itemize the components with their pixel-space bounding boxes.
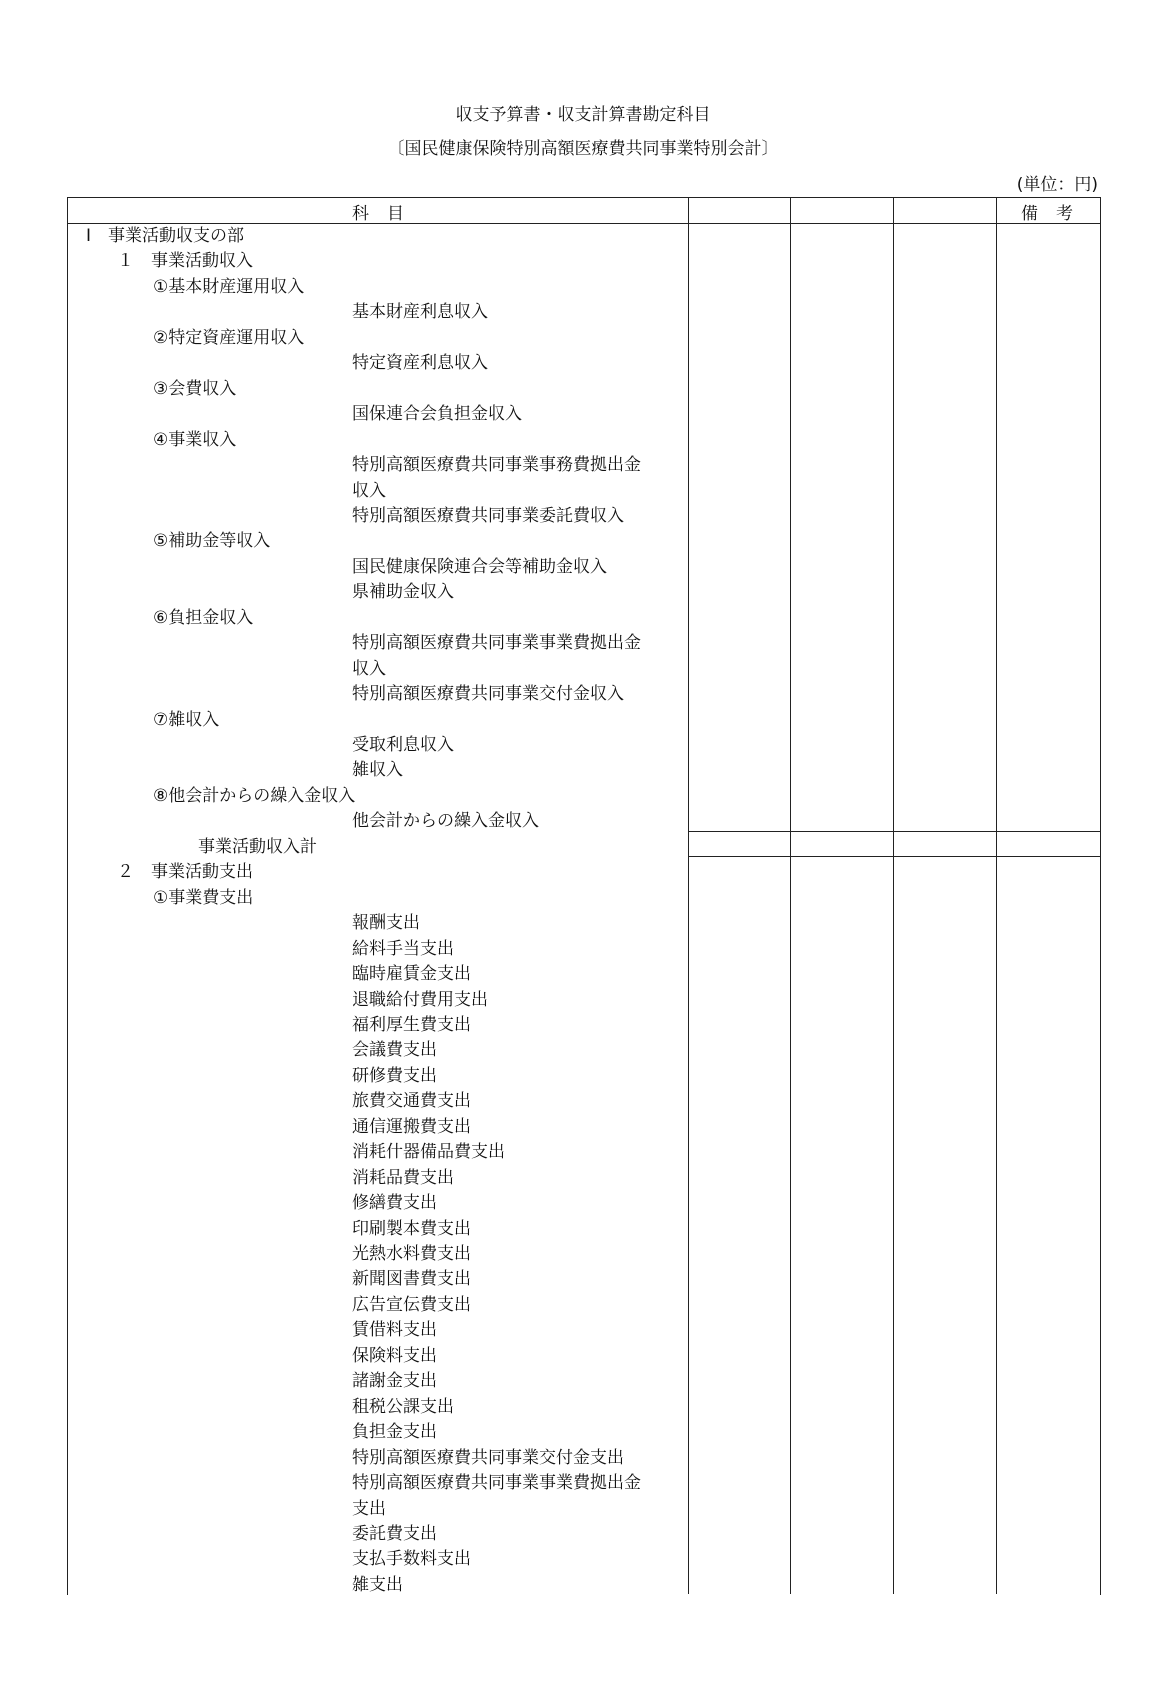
table-row: 租税公課支出: [352, 1396, 454, 1417]
table-row: ①基本財産運用収入: [153, 276, 305, 297]
table-row: 賃借料支出: [352, 1320, 437, 1341]
header-subject: 科目: [352, 204, 422, 224]
table-row: 保険料支出: [352, 1345, 437, 1366]
table-row: 県補助金収入: [352, 582, 454, 603]
table-row: 特別高額医療費共同事業事業費拠出金: [352, 633, 641, 654]
table-row: ⑥負担金収入: [153, 607, 254, 628]
table-row: 報酬支出: [352, 913, 420, 934]
table-row: 雑支出: [352, 1574, 403, 1595]
column-divider-remarks: [996, 197, 997, 1594]
table-row: 会議費支出: [352, 1040, 437, 1061]
document-subtitle: 〔国民健康保険特別高額医療費共同事業特別会計〕: [387, 139, 779, 159]
table-row: 受取利息収入: [352, 735, 454, 755]
header-remarks: 備考: [1021, 204, 1091, 224]
table-row: 新聞図書費支出: [352, 1269, 471, 1290]
table-row: １ 事業活動収入: [117, 251, 253, 272]
table-row: 通信運搬費支出: [352, 1116, 471, 1137]
header-divider: [67, 223, 1100, 224]
table-row: 事業活動収入計: [198, 836, 317, 857]
table-row: ③会費収入: [153, 378, 237, 399]
table-row: 研修費支出: [352, 1065, 437, 1086]
table-row: 修繕費支出: [352, 1193, 437, 1214]
table-row: ②特定資産運用収入: [153, 327, 305, 348]
document-title: 収支予算書・収支計算書勘定科目: [455, 105, 711, 125]
table-row: Ⅰ 事業活動収支の部: [86, 226, 245, 246]
table-row: 特別高額医療費共同事業事業費拠出金: [352, 1473, 641, 1494]
table-row: ⑤補助金等収入: [153, 531, 271, 552]
table-row: 雑収入: [352, 760, 403, 781]
subtotal-bottom-line: [688, 856, 1100, 857]
table-row: 諸謝金支出: [352, 1371, 437, 1392]
table-row: 福利厚生費支出: [352, 1014, 471, 1035]
table-row: 特別高額医療費共同事業交付金収入: [352, 684, 624, 705]
table-row: 支出: [352, 1498, 386, 1519]
column-divider-subject: [688, 197, 689, 1594]
table-row: 特別高額医療費共同事業委託費収入: [352, 505, 624, 526]
table-row: ⑧他会計からの繰入金収入: [153, 785, 356, 806]
table-row: 基本財産利息収入: [352, 302, 488, 323]
table-row: 委託費支出: [352, 1523, 437, 1544]
table-row: 旅費交通費支出: [352, 1091, 471, 1112]
subtotal-top-line: [688, 831, 1100, 832]
table-row: ④事業収入: [153, 429, 237, 450]
table-row: 給料手当支出: [352, 938, 454, 959]
column-divider-3: [893, 197, 894, 1594]
table-row: 退職給付費用支出: [352, 989, 488, 1010]
table-row: 消耗品費支出: [352, 1167, 454, 1188]
table-row: 支払手数料支出: [352, 1549, 471, 1570]
table-row: 特定資産利息収入: [352, 353, 488, 374]
table-row: 国保連合会負担金収入: [352, 404, 522, 425]
table-row: 消耗什器備品費支出: [352, 1142, 505, 1163]
table-row: 国民健康保険連合会等補助金収入: [352, 556, 607, 577]
table-row: 他会計からの繰入金収入: [352, 811, 539, 832]
table-row: 印刷製本費支出: [352, 1218, 471, 1239]
table-row: 特別高額医療費共同事業交付金支出: [352, 1447, 624, 1468]
table-row: ①事業費支出: [153, 887, 254, 908]
table-row: 特別高額医療費共同事業事務費拠出金: [352, 455, 641, 476]
table-row: 広告宣伝費支出: [352, 1294, 471, 1315]
table-row: ⑦雑収入: [153, 709, 220, 730]
table-row: 収入: [352, 480, 386, 501]
column-divider-2: [790, 197, 791, 1594]
table-row: 収入: [352, 658, 386, 679]
table-row: 負担金支出: [352, 1422, 437, 1443]
table-row: 光熱水料費支出: [352, 1244, 471, 1264]
table-row: 臨時雇賃金支出: [352, 964, 471, 985]
table-row: ２ 事業活動支出: [117, 862, 253, 883]
unit-label: (単位：円): [1016, 175, 1098, 195]
